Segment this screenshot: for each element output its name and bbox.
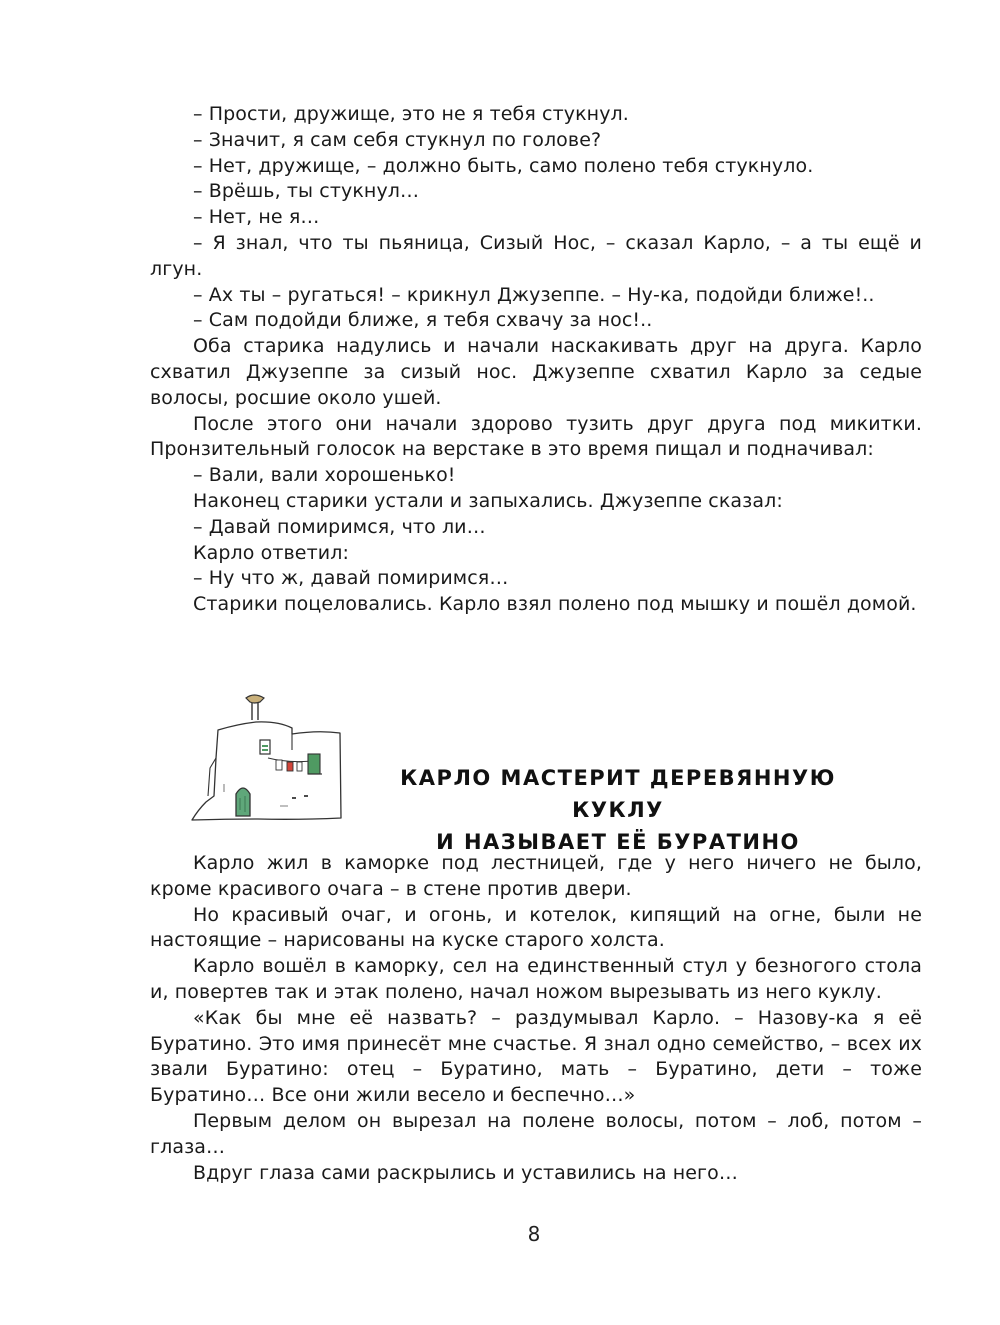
wall-detail-icon — [224, 784, 288, 806]
chapter-title-line-1: КАРЛО МАСТЕРИТ ДЕРЕВЯННУЮ КУКЛУ — [400, 766, 836, 822]
paragraph: – Давай помиримся, что ли… — [193, 515, 486, 538]
paragraph: – Прости, дружище, это не я тебя стукнул. — [193, 103, 629, 125]
text-block-chapter — [150, 851, 922, 1186]
laundry-item-icon — [297, 762, 302, 771]
house-illustration — [188, 688, 348, 828]
chimney-icon — [252, 703, 258, 720]
paragraph: Вдруг глаза сами раскрылись и уставились на него… — [193, 1161, 738, 1184]
paragraph: – Врёшь, ты стукнул… — [193, 180, 420, 203]
paragraph: – Сам подойди ближе, я тебя схвачу за нос!.. — [193, 309, 653, 332]
paragraph: Наконец старики устали и запыхались. Джузеппе сказал: — [193, 489, 783, 512]
paragraph: Старики поцеловались. Карло взял полено под мышку и пошёл домой. — [193, 593, 917, 616]
paragraph: После этого они начали здорово тузить друг друга под микитки. Пронзительный голосок на верстаке в это время пищал и подначивал: — [150, 412, 922, 461]
paragraph: – Я знал, что ты пьяница, Сизый Нос, – сказал Карло, – а ты ещё и лгун. — [150, 231, 922, 280]
paragraph: Карло ответил: — [193, 541, 349, 564]
paragraph: – Ну что ж, давай помиримся… — [193, 567, 509, 590]
chimney-top-icon — [246, 695, 264, 703]
chapter-title-line-2: И НАЗЫВАЕТ ЕЁ БУРАТИНО — [436, 830, 800, 854]
paragraph: Карло вошёл в каморку, сел на единственный стул у безногого стола и, повертев так и этак полено, начал ножом вырезывать из него куклу. — [150, 955, 922, 1003]
text-block-dialogue — [150, 102, 922, 618]
laundry-item-icon — [276, 760, 282, 770]
paragraph: – Нет, не я… — [193, 206, 320, 229]
paragraph: «Как бы мне её назвать? – раздумывал Карло. – Назову-ка я её Буратино. Это имя принесёт мне счастье. Я знал одно семейство, – всех их звали Буратино: отец – Буратино, мать – Буратино, дети – тоже Буратино… Все они жили весело и беспечно…» — [150, 1006, 922, 1107]
paragraph: Оба старика надулись и начали наскакивать друг на друга. Карло схватил Джузеппе за сизый нос. Джузеппе схватил Карло за седые волосы, росшие около ушей. — [150, 335, 922, 409]
page-number: 8 — [527, 1222, 541, 1246]
laundry-item-red-icon — [287, 762, 293, 771]
window-shutter-icon — [262, 746, 268, 750]
chapter-title — [368, 762, 868, 858]
paragraph: Но красивый очаг, и огонь, и котелок, кипящий на огне, были не настоящие – нарисованы на куске старого холста. — [150, 903, 922, 952]
paragraph: – Ах ты – ругаться! – крикнул Джузеппе. – Ну-ка, подойди ближе!.. — [193, 283, 875, 306]
door-icon — [236, 788, 250, 816]
paragraph: – Значит, я сам себя стукнул по голове? — [193, 128, 602, 151]
paragraph: – Нет, дружище, – должно быть, само полено тебя стукнуло. — [193, 154, 814, 177]
paragraph: Карло жил в каморке под лестницей, где у него ничего не было, кроме красивого очага – в стене против двери. — [150, 852, 922, 900]
green-window-icon — [308, 754, 320, 774]
paragraph: – Вали, вали хорошенько! — [193, 464, 456, 487]
small-window-icon — [292, 796, 308, 798]
paragraph: Первым делом он вырезал на полене волосы, потом – лоб, потом – глаза… — [150, 1109, 922, 1158]
